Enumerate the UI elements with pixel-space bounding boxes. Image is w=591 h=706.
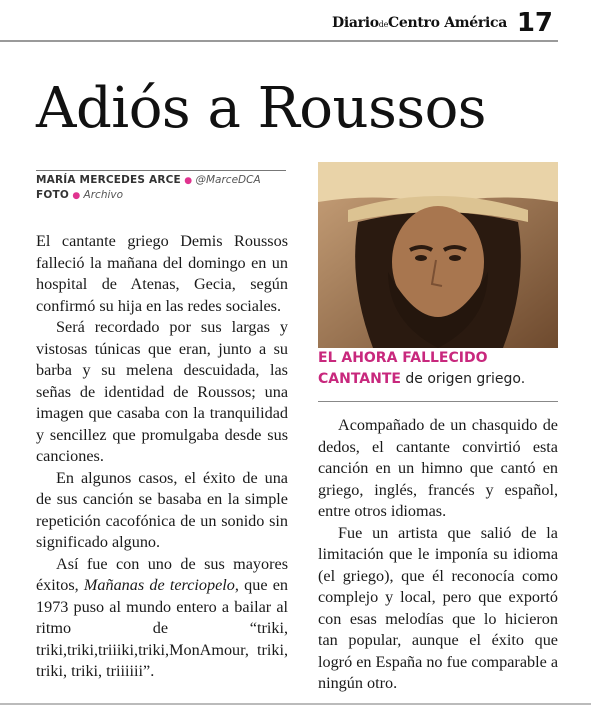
page-number: 17 xyxy=(516,8,553,38)
portrait-photo xyxy=(318,162,558,348)
bullet-icon: ● xyxy=(72,191,81,201)
song-title: Mañanas de terciopelo xyxy=(83,576,235,594)
masthead-part-2: de xyxy=(378,20,389,29)
byline xyxy=(36,173,286,188)
caption-lead: EL AHORA FALLECIDO CANTANTE xyxy=(318,350,488,387)
body-paragraph: Fue un artista que salió de la limitación que le imponía su idioma (el griego), que él reconocía como complejo y local, pero que exportó con esas melodías que lo hicieron tan popular, aunque el éxito que logró en España no fue comparable a ningún otro. xyxy=(318,523,559,692)
newspaper-masthead xyxy=(332,15,507,31)
body-paragraph xyxy=(36,554,288,683)
masthead-part-3: Centro América xyxy=(388,15,507,31)
photo-credit xyxy=(36,188,286,203)
body-paragraph: Acompañado de un chasquido de dedos, el cantante convirtió esta canción en un himno que cantó en griego, inglés, francés y español, entre otros idiomas. xyxy=(318,416,558,520)
article-credits xyxy=(36,170,286,203)
masthead-part-1: Diario xyxy=(332,15,379,31)
page-header xyxy=(0,0,591,40)
bullet-icon: ● xyxy=(184,176,193,186)
byline-author: MARÍA MERCEDES ARCE xyxy=(36,174,181,186)
photo-credit-label: FOTO xyxy=(36,189,69,201)
body-paragraph: En algunos casos, el éxito de una de sus canción se basaba en la simple repetición cacofónica de un sonido sin significado alguno. xyxy=(36,468,288,551)
caption-divider xyxy=(318,401,558,402)
body-paragraph: Será recordado por sus largas y vistosas túnicas que eran, junto a su barba y su melena descuidada, las señas de identidad de Roussos; una imagen que casaba con la tranquilidad y sencillez que promulgaba desde sus canciones. xyxy=(36,318,288,465)
body-text: Así fue con uno de sus mayores éxitos, xyxy=(36,554,288,594)
article-body-left-column xyxy=(36,231,288,683)
body-text: , que en 1973 puso al mundo entero a bailar al ritmo de “triki, triki,triki,triiiki,triki,MonAmour, triki, triki, triki, triiiiii”. xyxy=(36,576,288,680)
body-paragraph: El cantante griego Demis Roussos falleció la mañana del domingo en un hospital de Atenas, Gecia, según confirmó su hija en las redes sociales. xyxy=(36,232,288,315)
article-headline: Adiós a Roussos xyxy=(36,76,487,141)
header-divider xyxy=(0,40,558,42)
photo-caption xyxy=(318,348,558,390)
byline-handle: @MarceDCA xyxy=(195,174,261,186)
caption-text: de origen griego. xyxy=(400,371,526,387)
portrait-illustration xyxy=(318,162,558,348)
bottom-divider xyxy=(0,703,591,705)
article-body-right-column xyxy=(318,415,558,695)
photo-credit-value: Archivo xyxy=(83,189,124,201)
